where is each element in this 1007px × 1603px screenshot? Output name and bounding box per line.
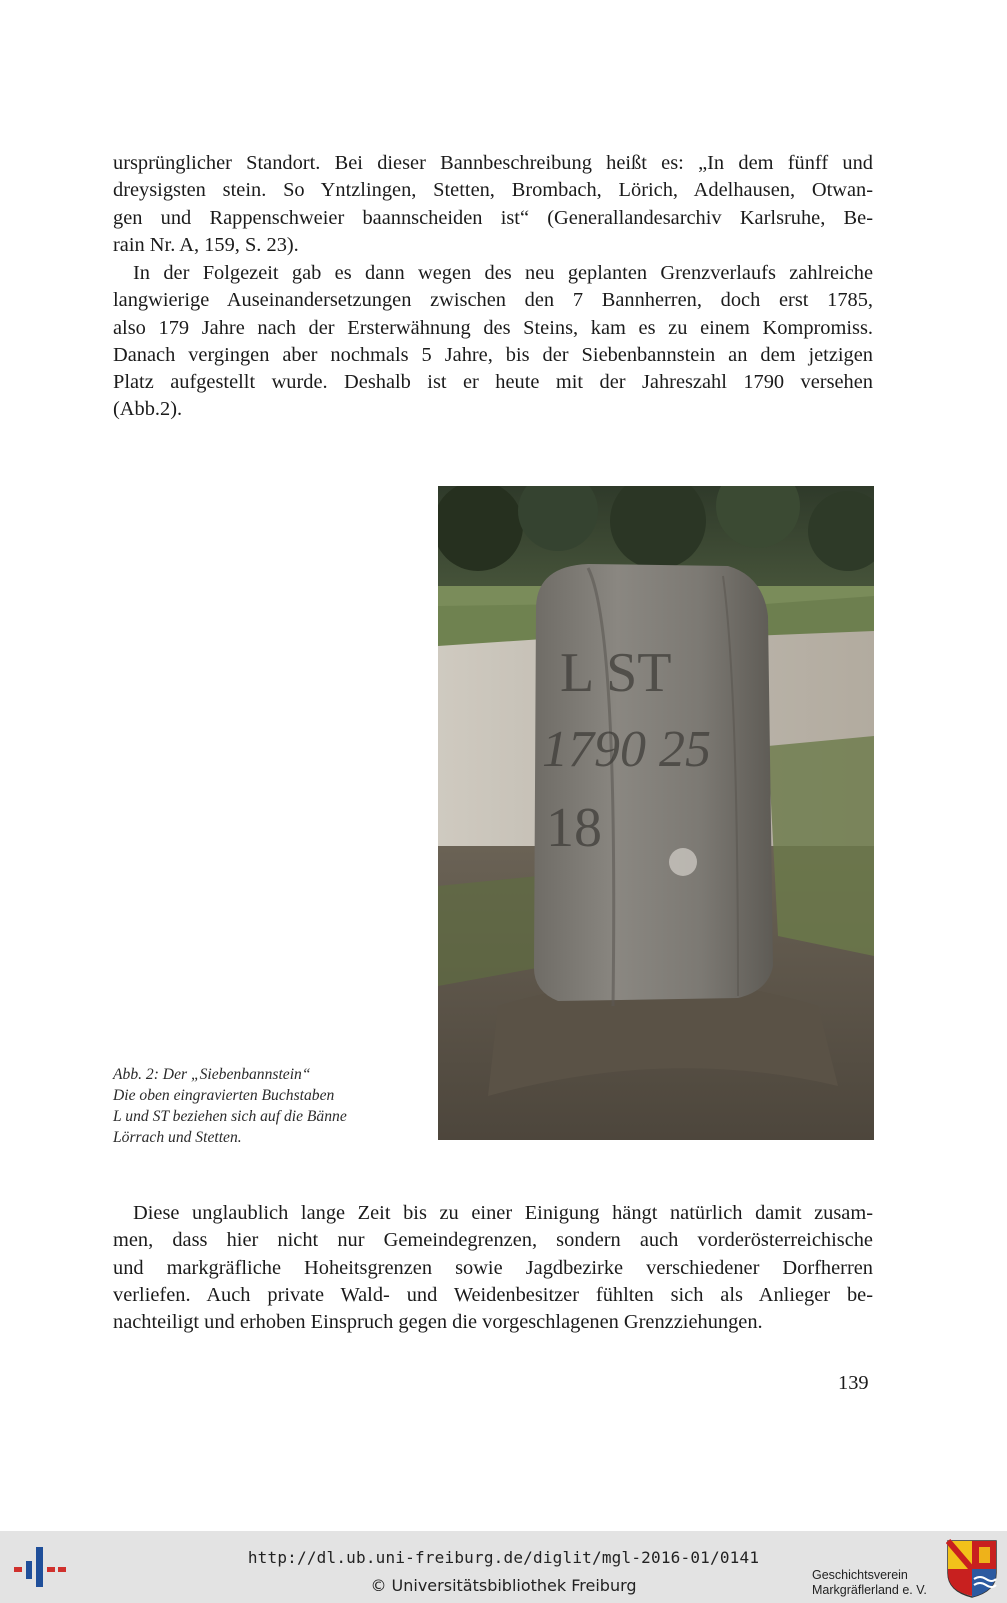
caption-line: L und ST beziehen sich auf die Bänne xyxy=(113,1108,347,1125)
society-crest-icon[interactable] xyxy=(946,1539,998,1599)
boundary-stone-photo xyxy=(438,486,874,1140)
caption-line: Abb. 2: Der „Siebenbannstein“ xyxy=(113,1066,311,1083)
text-line: nachteiligt und erhoben Einspruch gegen die vorgeschlagenen Grenzziehungen. xyxy=(113,1311,763,1334)
text-line: ursprünglicher Standort. Bei dieser Bannbeschreibung heißt es: „In dem fünff und xyxy=(113,152,873,174)
text-line: Platz aufgestellt wurde. Deshalb ist er heute mit der Jahreszahl 1790 versehen xyxy=(113,371,873,394)
caption-line: Lörrach und Stetten. xyxy=(113,1129,242,1146)
footer-copyright: © Universitätsbibliothek Freiburg xyxy=(370,1576,637,1595)
text-line: rain Nr. A, 159, S. 23). xyxy=(113,233,299,256)
text-line: und markgräfliche Hoheitsgrenzen sowie Jagdbezirke verschiedener Dorfherren xyxy=(113,1256,873,1279)
society-name-line: Markgräflerland e. V. xyxy=(812,1583,927,1597)
text-line: In der Folgezeit gab es dann wegen des neu geplanten Grenzverlaufs zahlreiche xyxy=(133,262,873,284)
page-number: 139 xyxy=(838,1372,869,1394)
text-line: dreysigsten stein. So Yntzlingen, Stetten, Brombach, Lörich, Adelhausen, Otwan- xyxy=(113,179,873,202)
footer-bar xyxy=(0,1531,1007,1603)
stone-inscription-line3: 18 xyxy=(546,797,602,859)
footer-url-link[interactable]: http://dl.ub.uni-freiburg.de/diglit/mgl-2016-01/0141 xyxy=(247,1548,760,1567)
text-line: gen und Rappenschweier baannscheiden ist“ (Generallandesarchiv Karlsruhe, Be- xyxy=(113,206,873,229)
figure-caption xyxy=(113,1064,413,1148)
text-line: (Abb.2). xyxy=(113,398,183,421)
text-line: verliefen. Auch private Wald- und Weidenbesitzer fühlten sich als Anlieger be- xyxy=(113,1283,873,1306)
text-line: men, dass hier nicht nur Gemeindegrenzen, sondern auch vorderösterreichische xyxy=(113,1229,873,1252)
paragraph-1 xyxy=(113,150,873,259)
text-line: also 179 Jahre nach der Ersterwähnung des Steins, kam es zu einem Kompromiss. xyxy=(113,316,873,339)
paragraph-3 xyxy=(113,1200,873,1336)
society-name xyxy=(812,1568,927,1598)
text-line: Danach vergingen aber nochmals 5 Jahre, bis der Siebenbannstein an dem jetzigen xyxy=(113,343,873,366)
paragraph-2 xyxy=(113,260,873,424)
text-line: langwierige Auseinandersetzungen zwischen den 7 Bannherren, doch erst 1785, xyxy=(113,289,873,312)
stone-inscription-line2: 1790 25 xyxy=(542,721,711,778)
stone-inscription-line1: L ST xyxy=(560,642,672,704)
society-name-line: Geschichtsverein xyxy=(812,1568,908,1582)
text-line: Diese unglaublich lange Zeit bis zu einer Einigung hängt natürlich damit zusam- xyxy=(133,1202,873,1224)
caption-line: Die oben eingravierten Buchstaben xyxy=(113,1087,335,1104)
